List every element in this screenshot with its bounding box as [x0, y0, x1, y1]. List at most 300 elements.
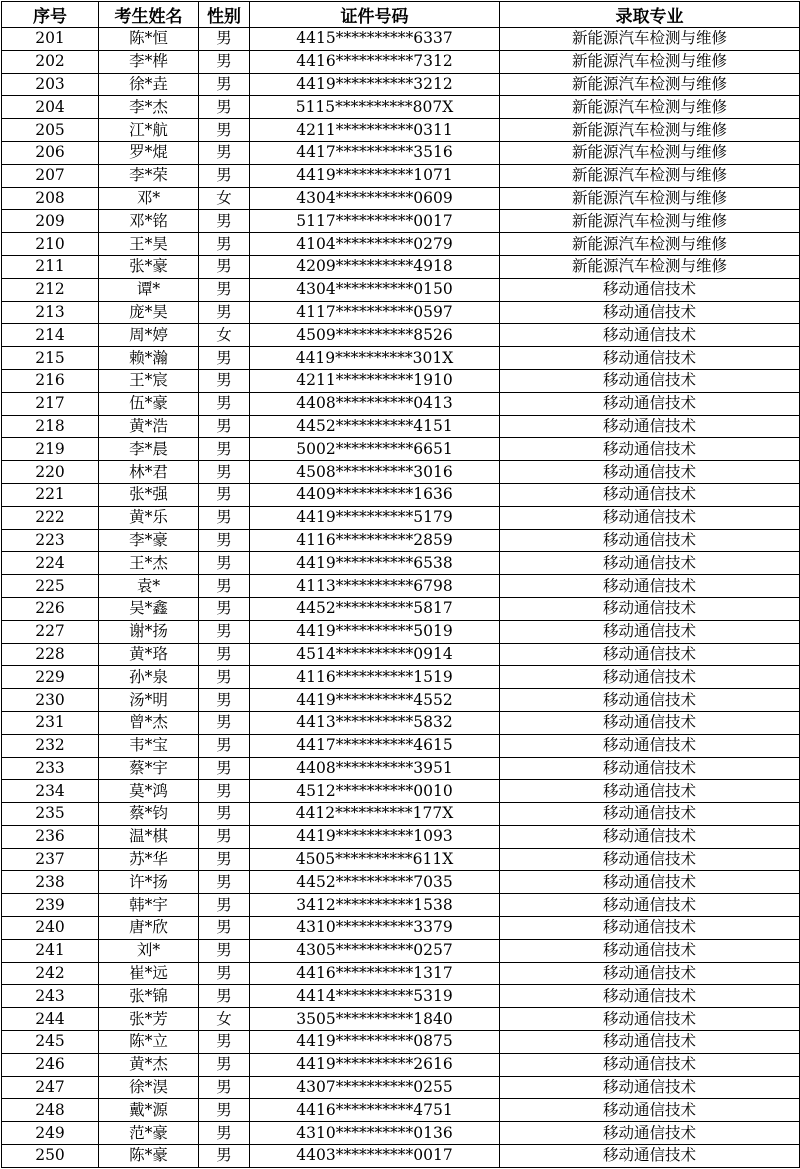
cell-gender: 男: [199, 871, 250, 894]
cell-id-number: 4414**********5319: [250, 985, 500, 1008]
table-row: [2, 597, 800, 620]
table-row: [2, 1031, 800, 1054]
cell-id-number: 4419**********1093: [250, 825, 500, 848]
cell-serial-number: 201: [2, 28, 99, 51]
table-row: [2, 780, 800, 803]
header-admitted-major: 录取专业: [500, 2, 800, 28]
cell-candidate-name: 唐*欣: [99, 917, 199, 940]
table-row: [2, 620, 800, 643]
cell-id-number: 4452**********7035: [250, 871, 500, 894]
cell-serial-number: 244: [2, 1008, 99, 1031]
cell-id-number: 4408**********3951: [250, 757, 500, 780]
cell-admitted-major: 移动通信技术: [500, 666, 800, 689]
cell-id-number: 4304**********0150: [250, 278, 500, 301]
table-row: [2, 894, 800, 917]
table-row: [2, 50, 800, 73]
cell-candidate-name: 袁*: [99, 575, 199, 598]
cell-admitted-major: 移动通信技术: [500, 894, 800, 917]
table-row: [2, 164, 800, 187]
table-row: [2, 233, 800, 256]
header-serial-number: 序号: [2, 2, 99, 28]
cell-candidate-name: 戴*源: [99, 1099, 199, 1122]
cell-candidate-name: 陈*立: [99, 1031, 199, 1054]
cell-admitted-major: 新能源汽车检测与维修: [500, 96, 800, 119]
table-row: [2, 825, 800, 848]
cell-serial-number: 219: [2, 438, 99, 461]
cell-admitted-major: 移动通信技术: [500, 461, 800, 484]
cell-gender: 男: [199, 1145, 250, 1168]
cell-gender: 男: [199, 1099, 250, 1122]
cell-admitted-major: 新能源汽车检测与维修: [500, 255, 800, 278]
cell-serial-number: 237: [2, 848, 99, 871]
cell-candidate-name: 黄*浩: [99, 415, 199, 438]
cell-serial-number: 245: [2, 1031, 99, 1054]
cell-candidate-name: 王*杰: [99, 552, 199, 575]
cell-serial-number: 234: [2, 780, 99, 803]
cell-gender: 男: [199, 780, 250, 803]
cell-gender: 男: [199, 141, 250, 164]
cell-admitted-major: 新能源汽车检测与维修: [500, 119, 800, 142]
table-row: [2, 96, 800, 119]
table-row: [2, 1099, 800, 1122]
cell-gender: 男: [199, 483, 250, 506]
cell-id-number: 4415**********6337: [250, 28, 500, 51]
cell-admitted-major: 移动通信技术: [500, 1031, 800, 1054]
cell-id-number: 4452**********4151: [250, 415, 500, 438]
cell-gender: 男: [199, 985, 250, 1008]
cell-candidate-name: 张*锦: [99, 985, 199, 1008]
cell-candidate-name: 伍*豪: [99, 392, 199, 415]
table-row: [2, 1076, 800, 1099]
cell-serial-number: 243: [2, 985, 99, 1008]
cell-id-number: 4117**********0597: [250, 301, 500, 324]
cell-admitted-major: 移动通信技术: [500, 711, 800, 734]
cell-id-number: 4508**********3016: [250, 461, 500, 484]
cell-gender: 男: [199, 1122, 250, 1145]
cell-candidate-name: 温*棋: [99, 825, 199, 848]
cell-serial-number: 213: [2, 301, 99, 324]
cell-id-number: 4419**********0875: [250, 1031, 500, 1054]
cell-serial-number: 235: [2, 803, 99, 826]
cell-admitted-major: 移动通信技术: [500, 643, 800, 666]
cell-admitted-major: 移动通信技术: [500, 1008, 800, 1031]
table-row: [2, 187, 800, 210]
cell-admitted-major: 移动通信技术: [500, 438, 800, 461]
cell-serial-number: 216: [2, 369, 99, 392]
cell-id-number: 4419**********2616: [250, 1053, 500, 1076]
cell-id-number: 4304**********0609: [250, 187, 500, 210]
cell-candidate-name: 徐*淏: [99, 1076, 199, 1099]
cell-candidate-name: 李*杰: [99, 96, 199, 119]
table-header: [2, 2, 800, 28]
cell-id-number: 4419**********3212: [250, 73, 500, 96]
cell-gender: 男: [199, 164, 250, 187]
cell-id-number: 4514**********0914: [250, 643, 500, 666]
cell-gender: 男: [199, 689, 250, 712]
cell-gender: 男: [199, 757, 250, 780]
cell-admitted-major: 移动通信技术: [500, 1145, 800, 1168]
cell-serial-number: 210: [2, 233, 99, 256]
cell-candidate-name: 邓*铭: [99, 210, 199, 233]
cell-admitted-major: 移动通信技术: [500, 620, 800, 643]
cell-serial-number: 214: [2, 324, 99, 347]
cell-id-number: 4413**********5832: [250, 711, 500, 734]
cell-id-number: 4419**********5179: [250, 506, 500, 529]
cell-serial-number: 202: [2, 50, 99, 73]
table-row: [2, 1145, 800, 1168]
cell-gender: 男: [199, 347, 250, 370]
cell-id-number: 5115**********807X: [250, 96, 500, 119]
cell-serial-number: 220: [2, 461, 99, 484]
cell-gender: 男: [199, 392, 250, 415]
table-row: [2, 119, 800, 142]
cell-admitted-major: 移动通信技术: [500, 324, 800, 347]
cell-serial-number: 227: [2, 620, 99, 643]
cell-gender: 男: [199, 119, 250, 142]
table-row: [2, 917, 800, 940]
cell-gender: 男: [199, 597, 250, 620]
table-row: [2, 985, 800, 1008]
cell-gender: 男: [199, 575, 250, 598]
cell-candidate-name: 谢*扬: [99, 620, 199, 643]
cell-id-number: 4211**********0311: [250, 119, 500, 142]
cell-serial-number: 209: [2, 210, 99, 233]
cell-serial-number: 236: [2, 825, 99, 848]
cell-admitted-major: 移动通信技术: [500, 871, 800, 894]
cell-gender: 女: [199, 187, 250, 210]
cell-admitted-major: 移动通信技术: [500, 734, 800, 757]
cell-gender: 男: [199, 73, 250, 96]
cell-gender: 男: [199, 1031, 250, 1054]
cell-candidate-name: 李*荣: [99, 164, 199, 187]
cell-candidate-name: 邓*: [99, 187, 199, 210]
table-row: [2, 848, 800, 871]
cell-id-number: 5002**********6651: [250, 438, 500, 461]
cell-id-number: 4419**********301X: [250, 347, 500, 370]
cell-candidate-name: 李*桦: [99, 50, 199, 73]
cell-gender: 男: [199, 529, 250, 552]
cell-admitted-major: 移动通信技术: [500, 278, 800, 301]
cell-gender: 男: [199, 620, 250, 643]
table-row: [2, 575, 800, 598]
cell-id-number: 4307**********0255: [250, 1076, 500, 1099]
cell-id-number: 4452**********5817: [250, 597, 500, 620]
cell-serial-number: 225: [2, 575, 99, 598]
cell-serial-number: 248: [2, 1099, 99, 1122]
cell-admitted-major: 移动通信技术: [500, 985, 800, 1008]
cell-gender: 女: [199, 1008, 250, 1031]
table-row: [2, 1008, 800, 1031]
cell-serial-number: 249: [2, 1122, 99, 1145]
table-row: [2, 483, 800, 506]
cell-candidate-name: 陈*恒: [99, 28, 199, 51]
cell-gender: 男: [199, 50, 250, 73]
cell-candidate-name: 黄*珞: [99, 643, 199, 666]
cell-id-number: 4408**********0413: [250, 392, 500, 415]
cell-admitted-major: 新能源汽车检测与维修: [500, 187, 800, 210]
cell-gender: 男: [199, 962, 250, 985]
table-row: [2, 871, 800, 894]
cell-admitted-major: 移动通信技术: [500, 506, 800, 529]
cell-admitted-major: 移动通信技术: [500, 780, 800, 803]
cell-serial-number: 204: [2, 96, 99, 119]
cell-candidate-name: 曾*杰: [99, 711, 199, 734]
table-row: [2, 73, 800, 96]
cell-admitted-major: 移动通信技术: [500, 1099, 800, 1122]
cell-admitted-major: 移动通信技术: [500, 962, 800, 985]
cell-gender: 男: [199, 666, 250, 689]
cell-id-number: 5117**********0017: [250, 210, 500, 233]
cell-serial-number: 250: [2, 1145, 99, 1168]
cell-admitted-major: 新能源汽车检测与维修: [500, 164, 800, 187]
cell-candidate-name: 黄*乐: [99, 506, 199, 529]
cell-candidate-name: 韦*宝: [99, 734, 199, 757]
table-row: [2, 278, 800, 301]
cell-admitted-major: 移动通信技术: [500, 803, 800, 826]
table-row: [2, 347, 800, 370]
cell-admitted-major: 移动通信技术: [500, 757, 800, 780]
cell-id-number: 4416**********4751: [250, 1099, 500, 1122]
table-row: [2, 255, 800, 278]
cell-gender: 男: [199, 438, 250, 461]
cell-candidate-name: 张*豪: [99, 255, 199, 278]
table-row: [2, 939, 800, 962]
cell-id-number: 4419**********6538: [250, 552, 500, 575]
cell-gender: 男: [199, 643, 250, 666]
cell-serial-number: 231: [2, 711, 99, 734]
table-row: [2, 28, 800, 51]
cell-admitted-major: 新能源汽车检测与维修: [500, 233, 800, 256]
header-row: [2, 2, 800, 28]
cell-serial-number: 224: [2, 552, 99, 575]
cell-candidate-name: 张*芳: [99, 1008, 199, 1031]
cell-admitted-major: 移动通信技术: [500, 552, 800, 575]
cell-serial-number: 232: [2, 734, 99, 757]
cell-serial-number: 211: [2, 255, 99, 278]
cell-admitted-major: 移动通信技术: [500, 1053, 800, 1076]
cell-id-number: 4417**********4615: [250, 734, 500, 757]
cell-gender: 男: [199, 552, 250, 575]
cell-id-number: 4305**********0257: [250, 939, 500, 962]
cell-gender: 男: [199, 96, 250, 119]
cell-candidate-name: 孙*泉: [99, 666, 199, 689]
cell-candidate-name: 范*豪: [99, 1122, 199, 1145]
cell-admitted-major: 移动通信技术: [500, 1122, 800, 1145]
cell-gender: 男: [199, 734, 250, 757]
cell-gender: 男: [199, 1053, 250, 1076]
cell-serial-number: 247: [2, 1076, 99, 1099]
table-row: [2, 529, 800, 552]
cell-candidate-name: 徐*垚: [99, 73, 199, 96]
cell-candidate-name: 王*昊: [99, 233, 199, 256]
table-row: [2, 734, 800, 757]
table-row: [2, 962, 800, 985]
cell-candidate-name: 苏*华: [99, 848, 199, 871]
cell-candidate-name: 赖*瀚: [99, 347, 199, 370]
cell-admitted-major: 移动通信技术: [500, 848, 800, 871]
cell-admitted-major: 移动通信技术: [500, 529, 800, 552]
cell-id-number: 4417**********3516: [250, 141, 500, 164]
cell-gender: 男: [199, 255, 250, 278]
cell-serial-number: 238: [2, 871, 99, 894]
cell-id-number: 4512**********0010: [250, 780, 500, 803]
table-row: [2, 301, 800, 324]
cell-serial-number: 222: [2, 506, 99, 529]
cell-gender: 男: [199, 301, 250, 324]
cell-gender: 男: [199, 278, 250, 301]
cell-gender: 男: [199, 825, 250, 848]
table-row: [2, 210, 800, 233]
cell-id-number: 4116**********1519: [250, 666, 500, 689]
table-row: [2, 415, 800, 438]
cell-serial-number: 240: [2, 917, 99, 940]
cell-admitted-major: 新能源汽车检测与维修: [500, 141, 800, 164]
cell-candidate-name: 莫*鸿: [99, 780, 199, 803]
cell-admitted-major: 移动通信技术: [500, 392, 800, 415]
cell-id-number: 4509**********8526: [250, 324, 500, 347]
cell-id-number: 4113**********6798: [250, 575, 500, 598]
cell-id-number: 4211**********1910: [250, 369, 500, 392]
cell-admitted-major: 移动通信技术: [500, 1076, 800, 1099]
cell-serial-number: 233: [2, 757, 99, 780]
cell-admitted-major: 移动通信技术: [500, 575, 800, 598]
cell-admitted-major: 新能源汽车检测与维修: [500, 210, 800, 233]
table-row: [2, 711, 800, 734]
cell-id-number: 4412**********177X: [250, 803, 500, 826]
table-row: [2, 141, 800, 164]
cell-serial-number: 242: [2, 962, 99, 985]
cell-id-number: 4416**********1317: [250, 962, 500, 985]
cell-candidate-name: 王*宸: [99, 369, 199, 392]
cell-gender: 男: [199, 461, 250, 484]
cell-candidate-name: 吴*鑫: [99, 597, 199, 620]
cell-id-number: 4419**********1071: [250, 164, 500, 187]
cell-id-number: 4116**********2859: [250, 529, 500, 552]
cell-admitted-major: 移动通信技术: [500, 347, 800, 370]
header-gender: 性别: [199, 2, 250, 28]
cell-candidate-name: 李*豪: [99, 529, 199, 552]
cell-gender: 男: [199, 369, 250, 392]
cell-candidate-name: 李*晨: [99, 438, 199, 461]
cell-serial-number: 228: [2, 643, 99, 666]
cell-gender: 男: [199, 939, 250, 962]
cell-admitted-major: 移动通信技术: [500, 939, 800, 962]
cell-id-number: 4403**********0017: [250, 1145, 500, 1168]
cell-serial-number: 207: [2, 164, 99, 187]
cell-admitted-major: 移动通信技术: [500, 301, 800, 324]
cell-gender: 男: [199, 711, 250, 734]
cell-admitted-major: 移动通信技术: [500, 825, 800, 848]
cell-gender: 男: [199, 28, 250, 51]
cell-serial-number: 212: [2, 278, 99, 301]
cell-gender: 男: [199, 1076, 250, 1099]
cell-serial-number: 229: [2, 666, 99, 689]
cell-gender: 男: [199, 917, 250, 940]
cell-candidate-name: 许*扬: [99, 871, 199, 894]
cell-id-number: 4419**********4552: [250, 689, 500, 712]
cell-gender: 男: [199, 894, 250, 917]
cell-admitted-major: 移动通信技术: [500, 415, 800, 438]
cell-gender: 男: [199, 233, 250, 256]
table-row: [2, 643, 800, 666]
cell-admitted-major: 移动通信技术: [500, 689, 800, 712]
cell-candidate-name: 庞*昊: [99, 301, 199, 324]
cell-id-number: 4409**********1636: [250, 483, 500, 506]
table-row: [2, 803, 800, 826]
cell-candidate-name: 张*强: [99, 483, 199, 506]
cell-id-number: 4104**********0279: [250, 233, 500, 256]
table-row: [2, 552, 800, 575]
cell-admitted-major: 移动通信技术: [500, 597, 800, 620]
admission-table: [1, 1, 800, 1168]
cell-candidate-name: 汤*明: [99, 689, 199, 712]
cell-candidate-name: 韩*宇: [99, 894, 199, 917]
table-row: [2, 324, 800, 347]
cell-serial-number: 223: [2, 529, 99, 552]
cell-id-number: 4505**********611X: [250, 848, 500, 871]
cell-candidate-name: 陈*豪: [99, 1145, 199, 1168]
table-body: [2, 28, 800, 1168]
cell-gender: 男: [199, 506, 250, 529]
cell-candidate-name: 崔*远: [99, 962, 199, 985]
cell-gender: 男: [199, 803, 250, 826]
cell-gender: 女: [199, 324, 250, 347]
table-row: [2, 392, 800, 415]
cell-serial-number: 241: [2, 939, 99, 962]
table-row: [2, 1122, 800, 1145]
cell-candidate-name: 黄*杰: [99, 1053, 199, 1076]
cell-serial-number: 239: [2, 894, 99, 917]
cell-id-number: 4209**********4918: [250, 255, 500, 278]
cell-gender: 男: [199, 848, 250, 871]
cell-admitted-major: 新能源汽车检测与维修: [500, 50, 800, 73]
table-row: [2, 1053, 800, 1076]
cell-id-number: 4310**********0136: [250, 1122, 500, 1145]
cell-serial-number: 246: [2, 1053, 99, 1076]
cell-candidate-name: 蔡*钧: [99, 803, 199, 826]
cell-serial-number: 215: [2, 347, 99, 370]
table-row: [2, 506, 800, 529]
cell-id-number: 4310**********3379: [250, 917, 500, 940]
table-row: [2, 438, 800, 461]
table-row: [2, 757, 800, 780]
cell-serial-number: 205: [2, 119, 99, 142]
cell-candidate-name: 蔡*宇: [99, 757, 199, 780]
cell-id-number: 3412**********1538: [250, 894, 500, 917]
cell-admitted-major: 移动通信技术: [500, 369, 800, 392]
table-row: [2, 689, 800, 712]
cell-id-number: 3505**********1840: [250, 1008, 500, 1031]
cell-id-number: 4419**********5019: [250, 620, 500, 643]
cell-gender: 男: [199, 210, 250, 233]
cell-candidate-name: 刘*: [99, 939, 199, 962]
table-row: [2, 666, 800, 689]
cell-candidate-name: 林*君: [99, 461, 199, 484]
cell-serial-number: 203: [2, 73, 99, 96]
cell-serial-number: 208: [2, 187, 99, 210]
cell-admitted-major: 移动通信技术: [500, 483, 800, 506]
cell-serial-number: 206: [2, 141, 99, 164]
cell-candidate-name: 周*婷: [99, 324, 199, 347]
cell-admitted-major: 移动通信技术: [500, 917, 800, 940]
cell-id-number: 4416**********7312: [250, 50, 500, 73]
cell-serial-number: 226: [2, 597, 99, 620]
cell-admitted-major: 新能源汽车检测与维修: [500, 28, 800, 51]
header-candidate-name: 考生姓名: [99, 2, 199, 28]
cell-candidate-name: 罗*焜: [99, 141, 199, 164]
cell-serial-number: 218: [2, 415, 99, 438]
cell-gender: 男: [199, 415, 250, 438]
